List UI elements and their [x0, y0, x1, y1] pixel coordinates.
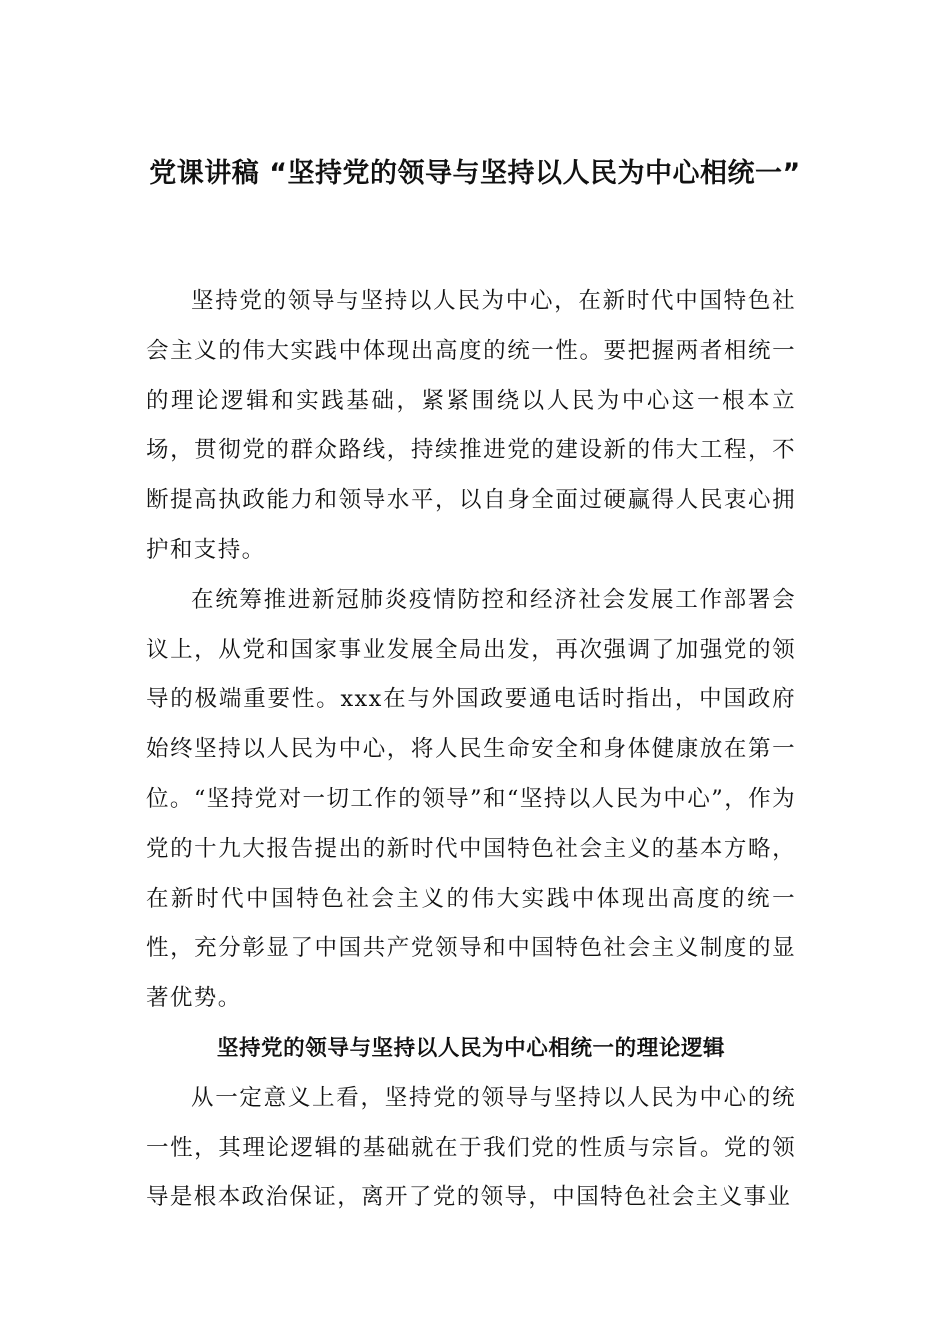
section-heading: 坚持党的领导与坚持以人民为中心相统一的理论逻辑	[216, 1035, 726, 1061]
paragraph-context: 在统筹推进新冠肺炎疫情防控和经济社会发展工作部署会议上，从党和国家事业发展全局出发，再次强调了加强党的领导的极端重要性。xxx在与外国政要通电话时指出，中国政府始终坚持以人民为中心，将人民生命安全和身体健康放在第一位。“坚持党对一切工作的领导”和“坚持以人民为中心”，作为党的十九大报告提出的新时代中国特色社会主义的基本方略，在新时代中国特色社会主义的伟大实践中体现出高度的统一性，充分彰显了中国共产党领导和中国特色社会主义制度的显著优势。	[146, 586, 796, 1012]
document-title: 党课讲稿 “坚持党的领导与坚持以人民为中心相统一”	[149, 158, 801, 189]
paragraph-section: 从一定意义上看，坚持党的领导与坚持以人民为中心的统一性，其理论逻辑的基础就在于我们党的性质与宗旨。党的领导是根本政治保证，离开了党的领导，中国特色社会主义事业	[146, 1084, 796, 1211]
document-body	[146, 277, 796, 1223]
paragraph-intro: 坚持党的领导与坚持以人民为中心，在新时代中国特色社会主义的伟大实践中体现出高度的统一性。要把握两者相统一的理论逻辑和实践基础，紧紧围绕以人民为中心这一根本立场，贯彻党的群众路线，持续推进党的建设新的伟大工程，不断提高执政能力和领导水平，以自身全面过硬赢得人民衷心拥护和支持。	[146, 288, 796, 563]
